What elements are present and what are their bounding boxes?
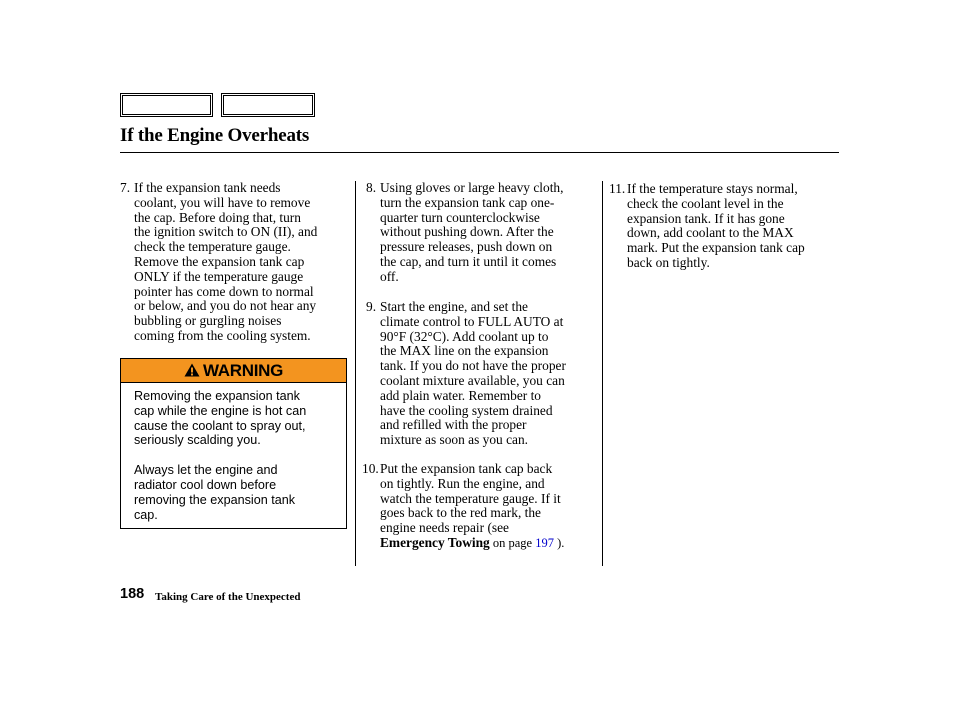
warning-line: removing the expansion tank	[134, 492, 296, 507]
step-line: coming from the cooling system.	[134, 327, 311, 343]
nav-button-contents[interactable]	[120, 93, 213, 117]
warning-line: Removing the expansion tank	[134, 389, 300, 403]
warning-line: cap while the engine is hot can	[134, 403, 307, 418]
reference-title: Emergency Towing	[380, 534, 490, 550]
step-number: 10.	[362, 461, 379, 476]
page-title: If the Engine Overheats	[120, 125, 310, 146]
step-line: If the expansion tank needs	[134, 180, 281, 195]
step-line: the cap. Before doing that, turn	[134, 209, 301, 225]
step-line: climate control to FULL AUTO at	[380, 313, 564, 329]
page-link-197[interactable]: 197	[535, 535, 554, 550]
step-line: Using gloves or large heavy cloth,	[380, 180, 564, 195]
step-line: Start the engine, and set the	[380, 299, 528, 314]
step-line: turn the expansion tank cap one-	[380, 194, 555, 210]
warning-paragraph	[134, 463, 340, 522]
step-line: 90°F (32°C). Add coolant up to	[380, 328, 549, 344]
step-number: 7.	[120, 180, 131, 195]
step-line: watch the temperature gauge. If it	[380, 490, 561, 506]
warning-line: cause the coolant to spray out,	[134, 418, 306, 433]
warning-box	[120, 358, 347, 529]
step-line: the cap, and turn it until it comes	[380, 253, 557, 269]
step-line: tank. If you do not have the proper	[380, 358, 566, 374]
step-8	[366, 181, 563, 285]
step-line: check the temperature gauge.	[134, 239, 291, 255]
warning-triangle-icon	[184, 363, 200, 377]
warning-paragraph	[134, 389, 340, 448]
step-line: quarter turn counterclockwise	[380, 209, 540, 225]
step-number: 8.	[366, 180, 377, 195]
step-line: Remove the expansion tank cap	[134, 253, 305, 269]
step-line: If the temperature stays normal,	[627, 181, 798, 196]
step-number: 11.	[609, 181, 626, 196]
step-line: pressure releases, push down on	[380, 239, 553, 255]
step-11	[609, 182, 805, 271]
step-line: pointer has come down to normal	[134, 283, 314, 299]
step-line: back on tightly.	[627, 254, 710, 270]
step-7	[120, 181, 317, 344]
column-divider	[355, 181, 356, 566]
step-line: off.	[380, 268, 399, 284]
section-name: Taking Care of the Unexpected	[155, 591, 301, 603]
warning-line: radiator cool down before	[134, 477, 277, 492]
step-line: mixture as soon as you can.	[380, 432, 529, 448]
reference-text: on page	[489, 535, 536, 550]
step-line: mark. Put the expansion tank cap	[627, 240, 805, 256]
title-divider	[120, 152, 839, 153]
step-line: the MAX line on the expansion	[380, 343, 549, 359]
step-line: and refilled with the proper	[380, 417, 527, 433]
step-line: ONLY if the temperature gauge	[134, 268, 304, 284]
step-line: coolant mixture available, you can	[380, 372, 565, 388]
warning-body	[121, 383, 346, 522]
step-number: 9.	[366, 299, 377, 314]
warning-line: cap.	[134, 507, 158, 522]
step-line: add plain water. Remember to	[380, 387, 542, 403]
step-line: goes back to the red mark, the	[380, 505, 542, 521]
step-line: Put the expansion tank cap back	[380, 461, 553, 476]
column-divider	[602, 181, 603, 566]
warning-header	[121, 359, 346, 383]
step-line: engine needs repair (see	[380, 520, 510, 536]
warning-label: WARNING	[202, 360, 284, 380]
step-line: coolant, you will have to remove	[134, 194, 311, 210]
step-line: bubbling or gurgling noises	[134, 313, 282, 329]
step-line: check the coolant level in the	[627, 195, 784, 211]
step-line: down, add coolant to the MAX	[627, 225, 794, 241]
page-number: 188	[120, 586, 145, 602]
step-line: without pushing down. After the	[380, 224, 554, 240]
step-line: have the cooling system drained	[380, 402, 553, 418]
nav-button-index[interactable]	[221, 93, 315, 117]
step-line: on tightly. Run the engine, and	[380, 475, 545, 491]
step-line: the ignition switch to ON (II), and	[134, 224, 318, 240]
step-10	[362, 462, 564, 551]
step-line-reference	[380, 536, 564, 551]
step-line: or below, and you do not hear any	[134, 298, 317, 314]
warning-line: Always let the engine and	[134, 463, 278, 478]
reference-end: ).	[553, 535, 565, 550]
step-line: expansion tank. If it has gone	[627, 210, 785, 226]
step-9	[366, 300, 566, 448]
warning-line: seriously scalding you.	[134, 433, 261, 448]
